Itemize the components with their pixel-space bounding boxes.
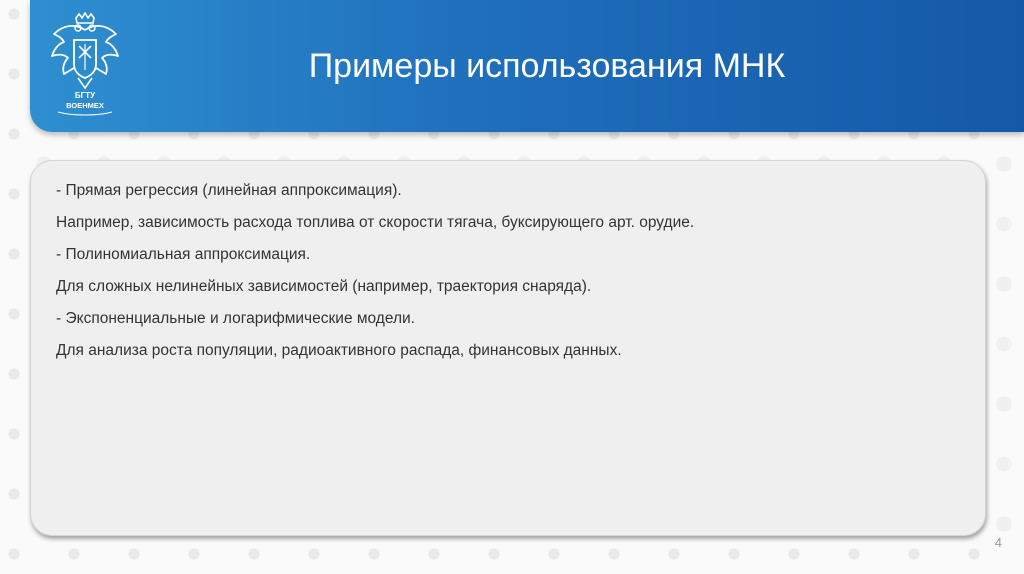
list-item: - Прямая регрессия (линейная аппроксимация). [56, 182, 402, 199]
content-panel [30, 160, 986, 536]
list-item: Например, зависимость расхода топлива от скорости тягача, буксирующего арт. орудие. [56, 214, 695, 231]
svg-text:БГТУ: БГТУ [74, 91, 96, 100]
page-number: 4 [994, 535, 1002, 550]
list-item: Для сложных нелинейных зависимостей (например, траектория снаряда). [56, 278, 592, 295]
content-list [56, 181, 965, 373]
slide-title: Примеры использования МНК [308, 47, 786, 85]
list-item: - Полиномиальная аппроксимация. [56, 246, 311, 263]
slide-header [30, 0, 1024, 132]
list-item: Для анализа роста популяции, радиоактивного распада, финансовых данных. [56, 342, 622, 359]
list-item: - Экспоненциальные и логарифмические модели. [56, 310, 415, 327]
svg-text:ВОЕНМЕХ: ВОЕНМЕХ [66, 101, 104, 110]
